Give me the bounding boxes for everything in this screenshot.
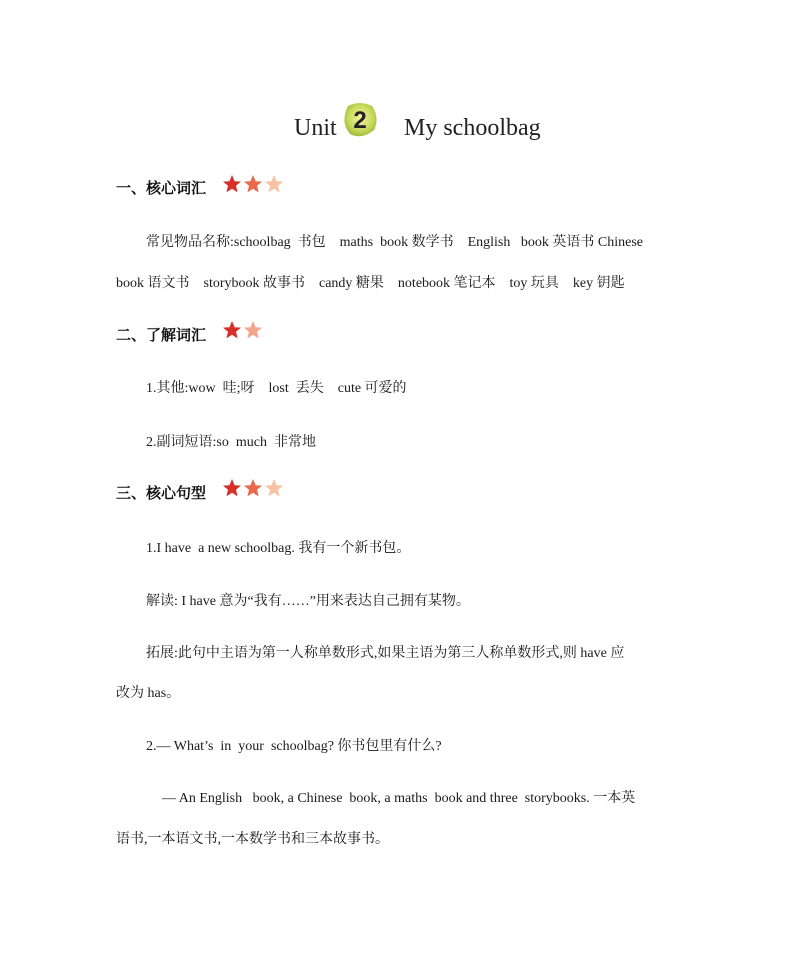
sentence-line-1: 1.I have a new schoolbag. 我有一个新书包。 <box>146 541 411 556</box>
section-heading-understand-vocabulary: 二、了解词汇 <box>116 328 207 344</box>
vocab-line-2: book 语文书 storybook 故事书 candy 糖果 notebook 笔记本 toy 玩具 key 钥匙 <box>116 276 625 291</box>
star-icon <box>243 478 263 498</box>
unit-title: My schoolbag <box>404 115 541 141</box>
title-unit-prefix: Unit <box>294 115 337 141</box>
difficulty-stars <box>222 320 263 340</box>
star-icon <box>264 174 284 194</box>
star-icon <box>222 174 242 194</box>
section-heading-core-vocabulary: 一、核心词汇 <box>116 181 207 197</box>
sentence-extend-cont: 改为 has。 <box>116 686 181 701</box>
sentence-explain: 解读: I have 意为“我有……”用来表达自己拥有某物。 <box>146 594 470 609</box>
star-icon <box>264 478 284 498</box>
difficulty-stars <box>222 174 284 194</box>
star-icon <box>222 478 242 498</box>
sentence-question: 2.— What’s in your schoolbag? 你书包里有什么? <box>146 739 442 754</box>
vocab-line-1: 常见物品名称:schoolbag 书包 maths book 数学书 English book 英语书 Chinese <box>146 235 643 250</box>
sentence-answer-cont: 语书,一本语文书,一本数学书和三本故事书。 <box>116 832 389 847</box>
sentence-answer: — An English book, a Chinese book, a maths book and three storybooks. 一本英 <box>162 791 636 806</box>
sentence-extend: 拓展:此句中主语为第一人称单数形式,如果主语为第三人称单数形式,则 have 应 <box>146 646 625 661</box>
understand-line-1: 1.其他:wow 哇;呀 lost 丢失 cute 可爱的 <box>146 381 407 396</box>
understand-line-2: 2.副词短语:so much 非常地 <box>146 435 316 450</box>
star-icon <box>243 174 263 194</box>
star-icon <box>222 320 242 340</box>
unit-number: 2 <box>353 107 367 134</box>
unit-number-badge <box>340 100 380 140</box>
star-icon <box>243 320 263 340</box>
section-heading-core-sentences: 三、核心句型 <box>116 486 207 502</box>
difficulty-stars <box>222 478 284 498</box>
